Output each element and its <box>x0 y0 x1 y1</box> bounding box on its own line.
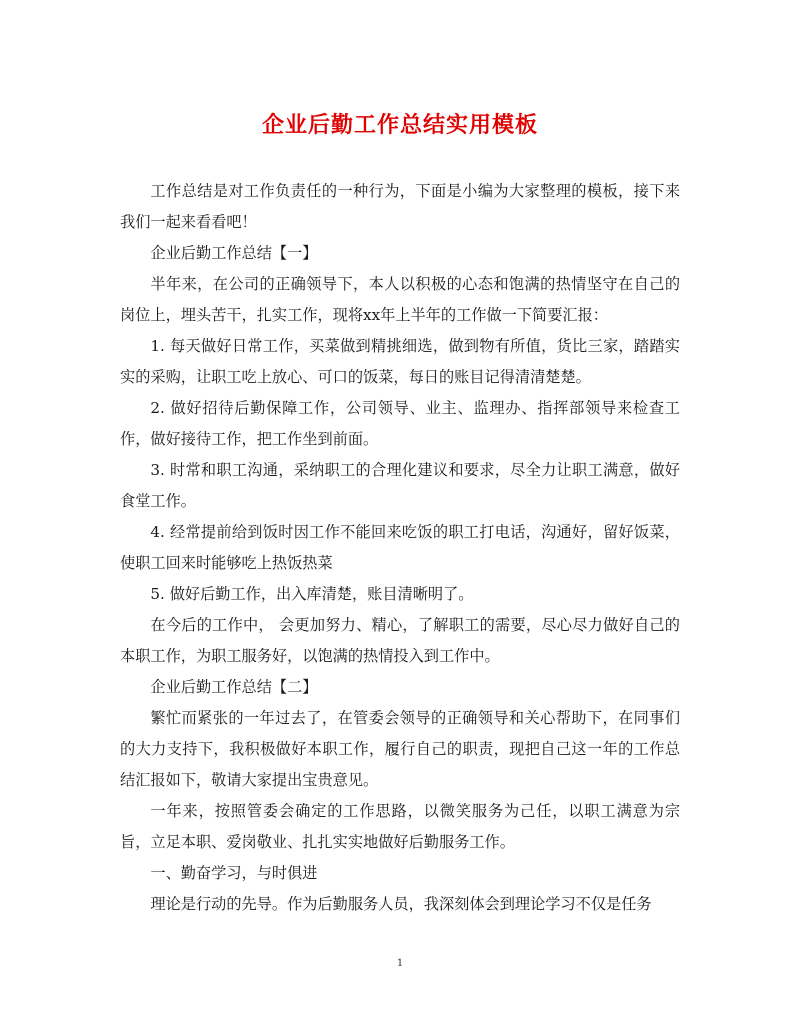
paragraph: 理论是行动的先导。作为后勤服务人员，我深刻体会到理论学习不仅是任务 <box>150 895 652 913</box>
paragraph: 工作总结是对工作负责任的一种行为，下面是小编为大家整理的模板，接下来我们一起来看看吧！ <box>120 182 680 231</box>
document-body <box>120 176 680 920</box>
paragraph: 在今后的工作中， 会更加努力、精心，了解职工的需要，尽心尽力做好自己的本职工作，为职工服务好，以饱满的热情投入到工作中。 <box>120 616 680 665</box>
paragraph: 一年来，按照管委会确定的工作思路，以微笑服务为己任，以职工满意为宗旨，立足本职、爱岗敬业、扎扎实实地做好后勤服务工作。 <box>120 802 680 851</box>
list-item: 2. 做好招待后勤保障工作，公司领导、业主、监理办、指挥部领导来检查工作，做好接待工作，把工作坐到前面。 <box>120 399 680 448</box>
list-item: 1. 每天做好日常工作，买菜做到精挑细选，做到物有所值，货比三家，踏踏实实的采购，让职工吃上放心、可口的饭菜，每日的账目记得清清楚楚。 <box>120 337 680 386</box>
section-heading: 企业后勤工作总结【二】 <box>150 678 318 696</box>
list-item: 5. 做好后勤工作，出入库清楚，账目清晰明了。 <box>150 585 474 603</box>
list-item: 3. 时常和职工沟通，采纳职工的合理化建议和要求，尽全力让职工满意，做好食堂工作。 <box>120 461 680 510</box>
subsection-heading: 一、勤奋学习，与时俱进 <box>150 864 318 882</box>
paragraph: 繁忙而紧张的一年过去了，在管委会领导的正确领导和关心帮助下，在同事们的大力支持下，我积极做好本职工作，履行自己的职责，现把自己这一年的工作总结汇报如下，敬请大家提出宝贵意见。 <box>120 709 680 789</box>
section-heading: 企业后勤工作总结【一】 <box>150 244 318 262</box>
list-item: 4. 经常提前给到饭时因工作不能回来吃饭的职工打电话，沟通好，留好饭菜，使职工回来时能够吃上热饭热菜 <box>120 523 680 572</box>
page-number: 1 <box>396 958 404 969</box>
document-title: 企业后勤工作总结实用模板 <box>261 112 538 138</box>
paragraph: 半年来，在公司的正确领导下，本人以积极的心态和饱满的热情坚守在自己的岗位上，埋头苦干，扎实工作，现将xx年上半年的工作做一下简要汇报： <box>120 275 680 324</box>
